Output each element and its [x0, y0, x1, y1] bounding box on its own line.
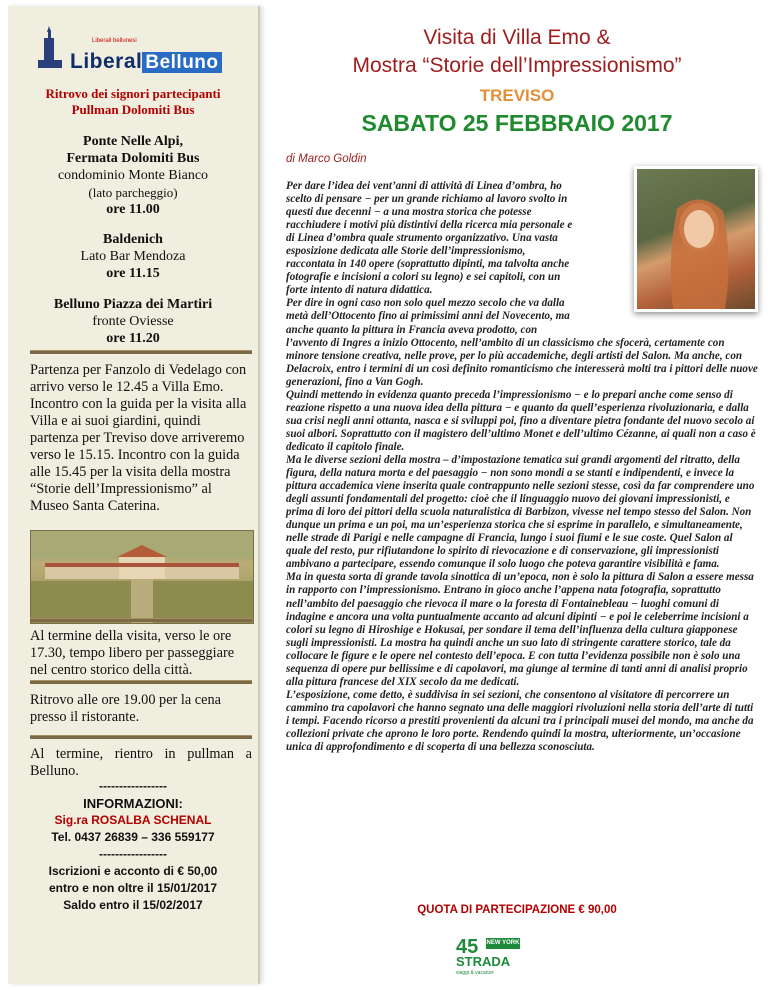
divider [30, 735, 252, 739]
article-body [286, 180, 758, 754]
meeting-subheading: Pullman Dolomiti Bus [71, 102, 195, 117]
dinner-paragraph: Ritrovo alle ore 19.00 per la cena presso il ristorante. [30, 692, 221, 725]
body-paragraph-6: L’esposizione, come detto, è suddivisa in sei sezioni, che consentono al visitatore di percorrere un cammino tra capolavori che hanno segnato una delle maggiori rivoluzioni nella storia dell’arte di tutti i tempi. Facendo ricorso a prestiti provenienti da alcuni tra i principali musei del mondo, ma anche da collezioni private che aprono le loro porte. Rendendo quindi la mostra, ulteriormente, un’occasione unica di approfondimento e di scoperta di una bellezza sconosciuta. [286, 688, 754, 754]
divider [30, 350, 252, 354]
renoir-portrait-painting [634, 166, 758, 312]
meeting-heading: Ritrovo dei signori partecipanti [45, 86, 221, 101]
villa-emo-illustration [31, 531, 253, 623]
stop2-time: ore 11.15 [106, 266, 160, 281]
stop1-line2: Fermata Dolomiti Bus [66, 151, 200, 166]
title-line1: Visita di Villa Emo & [423, 26, 611, 49]
villa-emo-photo [30, 530, 254, 624]
logo-small-text: Liberali bellunesi [92, 38, 137, 44]
agency-logo [456, 930, 532, 982]
body-paragraph-1: Per dare l’idea dei vent’anni di attività di Linea d’ombra, ho scelto di pensare − per un grande richiamo al lavoro svolto in questi due decenni − a una mostra storica che potesse racchiudere i motivi più distintivi della ricerca mia personale e di Linea d’ombra quale strumento organizzativo. Una vasta esposizione dedicata alle Storie dell’impressionismo, raccontata in 140 opere (soprattutto dipinti, ma talvolta anche fotografie e incisioni a colori su legno) e sei capitoli, con un forte intento di natura didattica. [286, 180, 573, 297]
stop1-line1: Ponte Nelle Alpi, [83, 134, 183, 149]
body-paragraph-3: Quindi mettendo in evidenza quanto preceda l’impressionismo − e lo prepari anche come senso di reazione rispetto a una nuova idea della pittura − e quanto da quell’esperienza rivoluzionaria, e dalla sua crisi negli anni ottanta, nasca e si sviluppi poi, fino a diventare pietra fondante del nuovo secolo ai suoi albori. Soprattutto con il magistero dell’ultimo Monet e dell’ultimo Cézanne, ai quali non a caso è dedicato il capitolo finale. [286, 388, 756, 453]
divider [30, 680, 252, 684]
agency-logo-sub: viaggi & vacanze [456, 970, 494, 976]
stop1-line4: (lato parcheggio) [88, 185, 178, 200]
body-paragraph-5: Ma in questa sorta di grande tavola sinottica di un’epoca, non è solo la pittura di Salon a essere messa in rapporto con l’impressionismo. Entrano in gioco anche l’appena nata fotografia, soprattutto nell’ambito del paesaggio che rievoca il mare o la foresta di Fontainebleau − luoghi comuni di indagine e ancora una volta puntualmente accanto ad alcuni dipinti − e poi le celeberrime incisioni a colori su legno di Hiroshige e Hokusai, per sondare il tema dell’influenza della cultura giapponese sugli impressionisti. La mostra ha quindi anche un suo lato di stringente carattere storico, tale da collocare le figure e le opere nel contesto dell’epoca. E con tutta l’evidenza possibile non è solo una sequenza di opere pur bellissime e di capolavori, ma giunge al termine di tanti anni di analisi proprio alla pittura francese del XIX secolo da me dedicati. [286, 571, 754, 688]
logo-word-liberal: Liberal [70, 50, 143, 73]
registration-deadline: entro e non oltre il 15/01/2017 [48, 881, 218, 895]
balance-deadline: Saldo entro il 15/02/2017 [63, 898, 203, 912]
info-label: INFORMAZIONI: [83, 796, 183, 811]
statue-of-liberty-icon [30, 24, 70, 70]
itinerary-paragraph: Partenza per Fanzolo di Vedelago con arrivo verso le 12.45 a Villa Emo. Incontro con la guida per la visita alla Villa e ai suoi giardini, quindi partenza per Treviso dove arriveremo verso le 15.15. Incontro con la guida alle 15.45 per la visita della mostra “Storie dell’Impressionismo” al Museo Santa Caterina. [30, 362, 247, 514]
divider [30, 618, 252, 622]
stop-ponte-nelle-alpi [8, 133, 258, 218]
event-date: SABATO 25 FEBBRAIO 2017 [361, 110, 673, 136]
agency-logo-number: 45 [456, 936, 479, 958]
dashes-bottom: ----------------- [99, 847, 167, 861]
participation-fee: QUOTA DI PARTECIPAZIONE € 90,00 [417, 904, 617, 916]
info-phone: Tel. 0437 26839 – 336 559177 [51, 830, 215, 844]
free-time-paragraph: Al termine della visita, verso le ore 17.30, tempo libero per passeggiare nel centro storico della città. [30, 628, 235, 678]
registration-deposit: Iscrizioni e acconto di € 50,00 [48, 864, 218, 878]
info-contact-name: Sig.ra ROSALBA SCHENAL [54, 813, 212, 827]
body-paragraph-2: Per dire in ogni caso non solo quel mezzo secolo che va dalla metà dell’Ottocento fino ai primissimi anni del Novecento, ma anche quanto la pittura in Francia aveva prodotto, con l’avvento di Ingres a inizio Ottocento, nell’ambito di un classicismo che sfocerà, certamente con minore tensione creativa, nelle prove, per lo più accademiche, degli artisti del Salon. Ma anche, con Delacroix, entro i termini di un così definito romanticismo che interesserà molti tra i pittori delle nuove generazioni, fino a Van Gogh. [286, 297, 758, 388]
dashes-top: ----------------- [99, 779, 167, 793]
agency-logo-word: STRADA [456, 954, 511, 969]
stop3-time: ore 11.20 [106, 331, 160, 346]
portrait-illustration [637, 169, 755, 309]
title-line2: Mostra “Storie dell’Impressionismo” [352, 54, 682, 77]
city: TREVISO [479, 86, 555, 105]
body-paragraph-4: Ma le diverse sezioni della mostra – d’impostazione tematica sui grandi argomenti del ritratto, della figura, della natura morta e del paesaggio − non sono mondi a se stanti e indipendenti, e invece la pittura accademica viene inserita quale contrappunto nelle sezioni stesse, così da far comprendere uno degli assunti fondamentali del progetto: cioè che il linguaggio nuovo dei giovani impressionisti, e prima di loro dei pittori della scuola naturalistica di Barbizon, vivesse nel tempo stesso del Salon. Non dunque un prima e un poi, ma un’esperienza storica che si esprime in parallelo, e simultaneamente, nelle strade di Parigi e nelle campagne di Francia, lungo i suoi fiumi e le sue coste. Quel Salon al quale del resto, pur rifiutandone lo spirito di rievocazione e di conservazione, gli impressionisti ambivano a partecipare, essendo comunque il solo luogo che poteva garantire visibilità e fama. [286, 453, 755, 571]
stop-baldenich [8, 231, 258, 282]
return-paragraph: Al termine, rientro in pullman a Belluno. [30, 746, 252, 779]
logo-wordmark [70, 50, 222, 72]
stop2-line2: Lato Bar Mendoza [80, 249, 186, 264]
stop3-line2: fronte Oviesse [92, 314, 174, 329]
info-block [8, 778, 258, 914]
stop2-line1: Baldenich [103, 232, 163, 247]
stop1-time: ore 11.00 [106, 202, 160, 217]
stop3-line1: Belluno Piazza dei Martiri [53, 297, 213, 312]
stop-belluno [8, 296, 258, 347]
portrait-float [582, 180, 758, 332]
stop1-line3: condominio Monte Bianco [57, 168, 209, 183]
liberal-belluno-logo [30, 24, 240, 72]
author: di Marco Goldin [286, 153, 367, 165]
logo-word-belluno: Belluno [142, 52, 221, 73]
sidebar [8, 6, 260, 984]
agency-logo-ny: NEW YORK [486, 938, 520, 949]
